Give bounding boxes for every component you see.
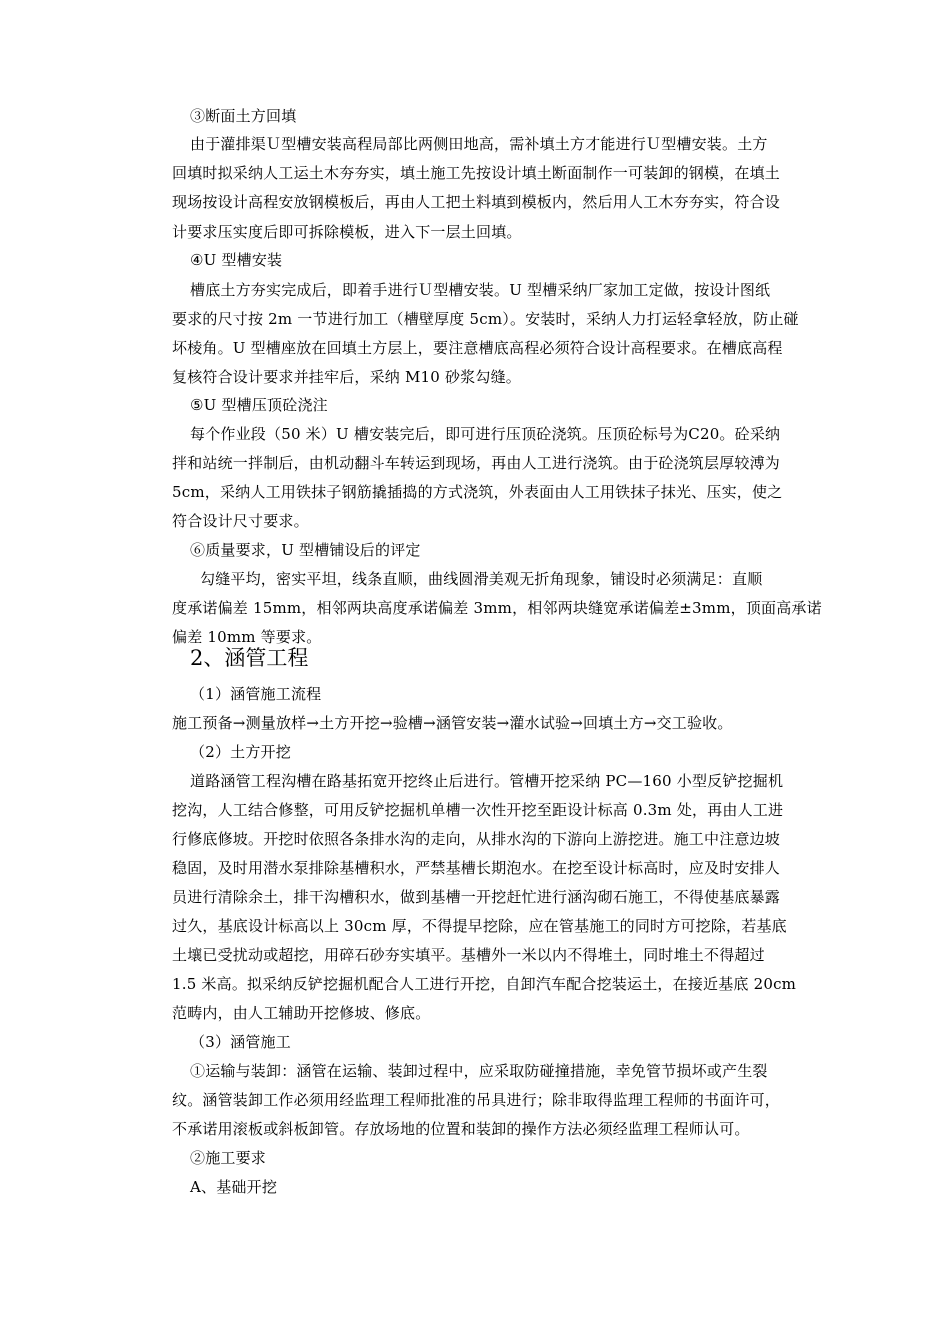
paragraph-line: 偏差 10mm 等要求。 (172, 628, 322, 646)
subheading-u-channel-install: ④U 型槽安装 (190, 251, 283, 269)
paragraph-line: 度承诺偏差 15mm，相邻两块高度承诺偏差 3mm，相邻两块缝宽承诺偏差±3mm，顶面高承诺 (172, 599, 822, 617)
subheading-coping-concrete: ⑤U 型槽压顶砼浇注 (190, 396, 328, 414)
paragraph-line: 不承诺用滚板或斜板卸管。存放场地的位置和装卸的操作方法必须经监理工程师认可。 (172, 1120, 750, 1138)
section-heading-culvert-works: 2、涵管工程 (190, 646, 309, 670)
paragraph-line: 复核符合设计要求并挂牢后，采纳 M10 砂浆勾缝。 (172, 368, 521, 386)
paragraph-line: 现场按设计高程安放钢模板后，再由人工把土料填到模板内，然后用人工木夯夯实，符合设 (172, 193, 781, 211)
paragraph-line: 由于灌排渠Ｕ型槽安装高程局部比两侧田地高，需补填土方才能进行Ｕ型槽安装。土方 (190, 135, 768, 153)
paragraph-line: 行修底修坡。开挖时依照各条排水沟的走向，从排水沟的下游向上游挖进。施工中注意边坡 (172, 830, 781, 848)
paragraph-line: 槽底土方夯实完成后，即着手进行Ｕ型槽安装。U 型槽采纳厂家加工定做，按设计图纸 (190, 281, 771, 299)
paragraph-line: 道路涵管工程沟槽在路基拓宽开挖终止后进行。管槽开挖采纳 PC—160 小型反铲挖掘机 (190, 772, 784, 790)
paragraph-line: 稳固，及时用潜水泵排除基槽积水，严禁基槽长期泡水。在挖至设计标高时，应及时安排人 (172, 859, 781, 877)
paragraph-line: 拌和站统一拌制后，由机动翻斗车转运到现场，再由人工进行浇筑。由于砼浇筑层厚较溥为 (172, 454, 781, 472)
paragraph-line: 勾缝平均，密实平坦，线条直顺，曲线圆滑美观无折角现象，铺设时必须满足：直顺 (200, 570, 763, 588)
subheading-culvert-construction: （3）涵管施工 (190, 1033, 291, 1051)
paragraph-line: 要求的尺寸按 2m 一节进行加工（槽壁厚度 5cm）。安装时，采纳人力打运轻拿轻放，防止碰 (172, 310, 799, 328)
subheading-earth-excavation: （2）土方开挖 (190, 743, 291, 761)
subheading-foundation-excavation: A、基础开挖 (190, 1178, 278, 1196)
paragraph-line: 回填时拟采纳人工运土木夯夯实，填土施工先按设计填土断面制作一可装卸的钢模，在填土 (172, 164, 781, 182)
paragraph-line: 1.5 米高。拟采纳反铲挖掘机配合人工进行开挖，自卸汽车配合挖装运土，在接近基底 20cm (172, 975, 797, 993)
paragraph-line: 纹。涵管装卸工作必须用经监理工程师批准的吊具进行；除非取得监理工程师的书面许可， (172, 1091, 781, 1109)
subheading-quality-requirements: ⑥质量要求，U 型槽铺设后的评定 (190, 541, 421, 559)
paragraph-line: 每个作业段（50 米）U 槽安装完后，即可进行压顶砼浇筑。压顶砼标号为C20。砼采纳 (190, 425, 781, 443)
paragraph-line: ①运输与装卸：涵管在运输、装卸过程中，应采取防碰撞措施，幸免管节损坏或产生裂 (190, 1062, 768, 1080)
paragraph-line: 土壤已受扰动或超挖，用碎石砂夯实填平。基槽外一米以内不得堆土，同时堆土不得超过 (172, 946, 765, 964)
paragraph-line: 计要求压实度后即可拆除模板，进入下一层土回填。 (172, 223, 522, 241)
subheading-construction-requirements: ②施工要求 (190, 1149, 267, 1167)
paragraph-line: 过久，基底设计标高以上 30cm 厚，不得提早挖除，应在管基施工的同时方可挖除，若基底 (172, 917, 787, 935)
paragraph-line: 5cm，采纳人工用铁抹子钢筋撬插捣的方式浇筑，外表面由人工用铁抹子抹光、压实，使之 (172, 483, 783, 501)
paragraph-line: 员进行清除余土，排干沟槽积水，做到基槽一开挖赶忙进行涵沟砌石施工，不得使基底暴露 (172, 888, 781, 906)
paragraph-line: 范畴内，由人工辅助开挖修坡、修底。 (172, 1004, 431, 1022)
paragraph-line: 施工预备→测量放样→土方开挖→验槽→涵管安装→灌水试验→回填土方→交工验收。 (172, 714, 733, 732)
paragraph-line: 挖沟，人工结合修整，可用反铲挖掘机单槽一次性开挖至距设计标高 0.3m 处，再由人工进 (172, 801, 784, 819)
paragraph-line: 坏棱角。U 型槽座放在回填土方层上，要注意槽底高程必须符合设计高程要求。在槽底高程 (172, 339, 783, 357)
subheading-earth-backfill: ③断面土方回填 (190, 107, 297, 125)
paragraph-line: 符合设计尺寸要求。 (172, 512, 309, 530)
subheading-culvert-process: （1）涵管施工流程 (190, 685, 322, 703)
